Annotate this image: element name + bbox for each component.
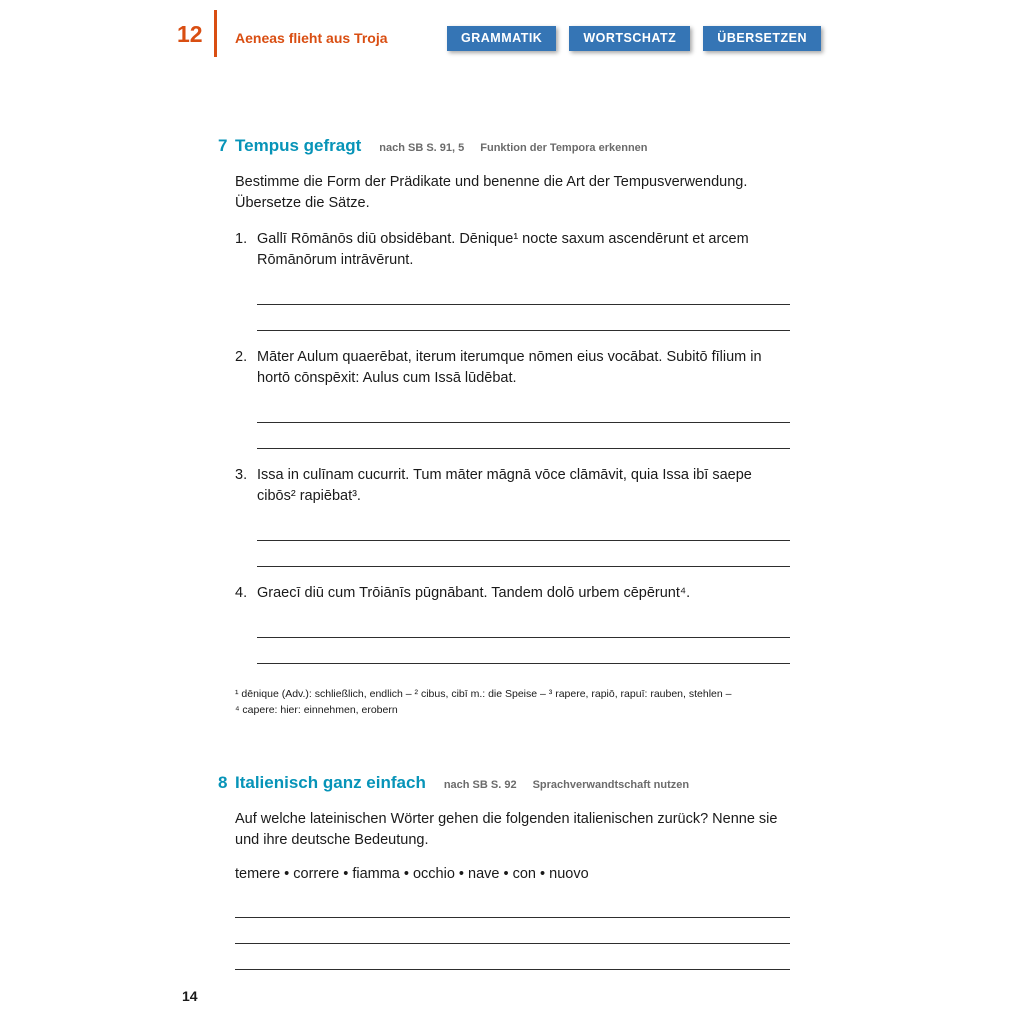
footnote-line: ¹ dēnique (Adv.): schließlich, endlich – ² cibus, cibī m.: die Speise – ³ rapere, rapiō, rapuī: rauben, stehlen – — [235, 688, 732, 701]
item-number: 3. — [235, 467, 248, 484]
exercise-number: 8 — [218, 772, 228, 792]
exercise-7-heading — [218, 136, 790, 156]
exercise-7-items — [235, 229, 790, 664]
item-body — [257, 583, 790, 664]
item-number: 2. — [235, 349, 248, 366]
exercise-7-instruction: Bestimme die Form der Prädikate und benenne die Art der Tempusverwendung. Übersetze die Sätze. — [235, 174, 748, 212]
tab-uebersetzen[interactable]: ÜBERSETZEN — [703, 26, 821, 51]
exercise-reference: nach SB S. 92 — [443, 778, 517, 791]
list-item-2 — [235, 347, 790, 449]
latin-sentence: Graecī diū cum Trōiānīs pūgnābant. Tandem dolō urbem cēpērunt⁴. — [257, 585, 691, 602]
exercise-8 — [218, 773, 790, 970]
list-item-3 — [235, 465, 790, 567]
tab-wortschatz[interactable]: WORTSCHATZ — [569, 26, 690, 51]
answer-line — [257, 397, 790, 423]
answer-lines — [257, 515, 790, 567]
answer-line — [257, 279, 790, 305]
answer-line — [235, 892, 790, 918]
exercise-reference: nach SB S. 91, 5 — [379, 142, 465, 154]
footnotes — [235, 686, 790, 719]
latin-sentence: Gallī Rōmānōs diū obsidēbant. Dēnique¹ nocte saxum ascendērunt et arcem Rōmānōrum intrāvērunt. — [257, 231, 749, 269]
italian-word-list: temere • correre • fiamma • occhio • nave • con • nuovo — [235, 865, 589, 882]
exercise-7 — [218, 136, 790, 719]
item-number: 1. — [235, 231, 248, 248]
chapter-title: Aeneas flieht aus Troja — [235, 30, 388, 46]
category-tabs — [447, 26, 821, 51]
item-body — [257, 465, 790, 567]
answer-line — [257, 638, 790, 664]
answer-line — [257, 515, 790, 541]
answer-lines — [257, 612, 790, 664]
exercise-skill: Sprachverwandtschaft nutzen — [532, 778, 690, 791]
answer-line — [257, 305, 790, 331]
exercise-8-heading — [218, 773, 790, 793]
latin-sentence: Issa in culīnam cucurrit. Tum māter māgnā vōce clāmāvit, quia Issa ibī saepe cibōs² rapiēbat³. — [257, 467, 752, 505]
answer-line — [257, 541, 790, 567]
answer-lines — [257, 279, 790, 331]
item-body — [257, 229, 790, 331]
answer-lines — [235, 892, 790, 970]
footnote-line: ⁴ capere: hier: einnehmen, erobern — [235, 704, 398, 717]
answer-line — [257, 423, 790, 449]
exercise-title: Italienisch ganz einfach — [235, 772, 426, 792]
page-number: 14 — [182, 988, 198, 1004]
answer-line — [257, 612, 790, 638]
exercise-skill: Funktion der Tempora erkennen — [480, 142, 648, 154]
chapter-number: 12 — [177, 21, 203, 47]
list-item-1 — [235, 229, 790, 331]
answer-line — [235, 944, 790, 970]
answer-lines — [257, 397, 790, 449]
exercise-title: Tempus gefragt — [235, 136, 362, 155]
answer-line — [235, 918, 790, 944]
tab-grammatik[interactable]: GRAMMATIK — [447, 26, 556, 51]
list-item-4 — [235, 583, 790, 664]
latin-sentence: Māter Aulum quaerēbat, iterum iterumque nōmen eius vocābat. Subitō fīlium in hortō cōnspēxit: Aulus cum Issā lūdēbat. — [257, 349, 762, 387]
exercise-number: 7 — [218, 136, 228, 155]
content-column — [218, 136, 790, 970]
item-number: 4. — [235, 585, 248, 602]
exercise-8-instruction: Auf welche lateinischen Wörter gehen die folgenden italienischen zurück? Nenne sie und ihre deutsche Bedeutung. — [235, 810, 778, 848]
chapter-divider-bar — [214, 10, 217, 57]
item-body — [257, 347, 790, 449]
